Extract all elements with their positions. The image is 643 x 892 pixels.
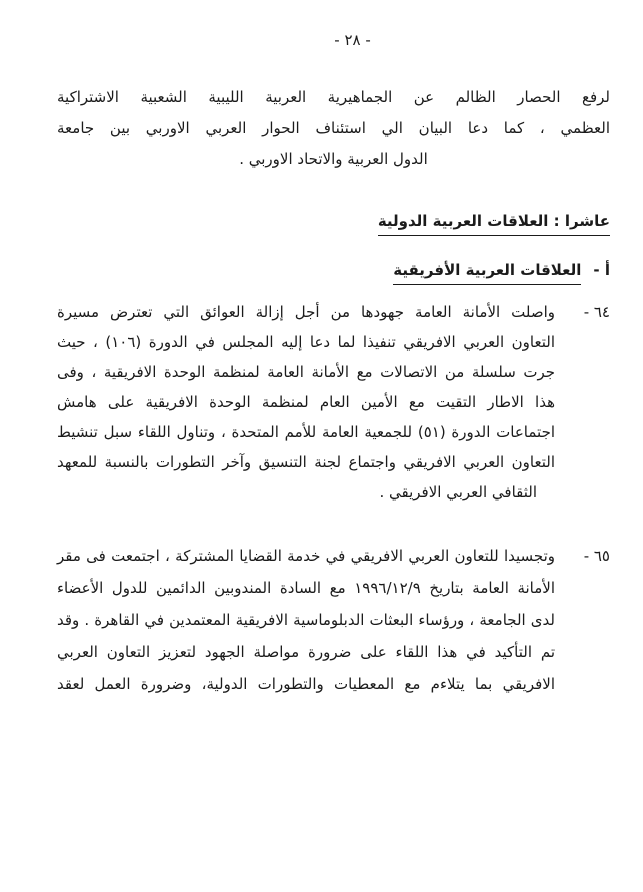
- item-number: ٦٤ -: [583, 303, 610, 321]
- paragraph-line: لرفع الحصار الظالم عن الجماهيرية العربية الليبية الشعبية الاشتراكية: [57, 88, 610, 106]
- subsection-heading: [393, 261, 610, 285]
- subsection-title: العلاقات العربية الأفريقية: [393, 261, 581, 285]
- paragraph-line: اجتماعات الدورة (٥١) للجمعية العامة للأمم المتحدة ، وتناول اللقاء سبل تنشيط: [57, 423, 556, 441]
- item-65: [57, 540, 610, 700]
- subsection-marker: أ -: [593, 261, 610, 279]
- item-body: [57, 540, 555, 700]
- paragraph-line: الثقافي العربي الافريقي .: [379, 483, 537, 501]
- paragraph-line: تم التأكيد في هذا اللقاء على ضرورة مواصلة الجهود لتعزيز التعاون العربي: [57, 643, 555, 661]
- item-64: [57, 297, 610, 507]
- paragraph-line: العظمي ، كما دعا البيان الي استئناف الحوار العربي الاوربي بين جامعة: [57, 119, 610, 137]
- paragraph-line: الافريقي بما يتلاءم مع المعطيات والتطورات الدولية، وضرورة العمل لعقد: [57, 675, 555, 693]
- paragraph-line: جرت سلسلة من الاتصالات مع الأمانة العامة لمنظمة الوحدة الافريقية ، وفى: [57, 363, 555, 381]
- page-number-text: - ٢٨ -: [334, 31, 371, 49]
- paragraph-line: التعاون العربي الافريقي واجتماع لجنة التنسيق وآخر التطورات بالنسبة للمعهد: [57, 453, 555, 471]
- paragraph-line: لدى الجامعة ، ورؤساء البعثات الدبلوماسية الافريقية المعتمدين في القاهرة . وقد: [57, 611, 555, 629]
- paragraph-line: الأمانة العامة بتاريخ ١٩٩٦/١٢/٩ مع السادة المندوبين الدائمين للدول الأعضاء: [57, 579, 556, 597]
- paragraph-line: هذا الاطار التقيت مع الأمين العام لمنظمة الوحدة الافريقية على هامش: [57, 393, 555, 411]
- paragraph-line: الدول العربية والاتحاد الاوربي .: [239, 150, 428, 168]
- paragraph-line: واصلت الأمانة العامة جهودها من أجل إزالة العوائق التي تعترض مسيرة: [57, 303, 555, 321]
- page-number: [0, 31, 643, 49]
- section-heading: عاشرا : العلاقات العربية الدولية: [378, 212, 610, 236]
- intro-paragraph: [57, 82, 610, 175]
- paragraph-line: وتجسيدا للتعاون العربي الافريقي في خدمة القضايا المشتركة ، اجتمعت فى مقر: [57, 547, 555, 565]
- item-body: [57, 297, 555, 507]
- paragraph-line: التعاون العربي الافريقي تنفيذا لما دعا إليه المجلس في الدورة (١٠٦) ، حيث: [57, 333, 555, 351]
- item-number: ٦٥ -: [583, 547, 610, 565]
